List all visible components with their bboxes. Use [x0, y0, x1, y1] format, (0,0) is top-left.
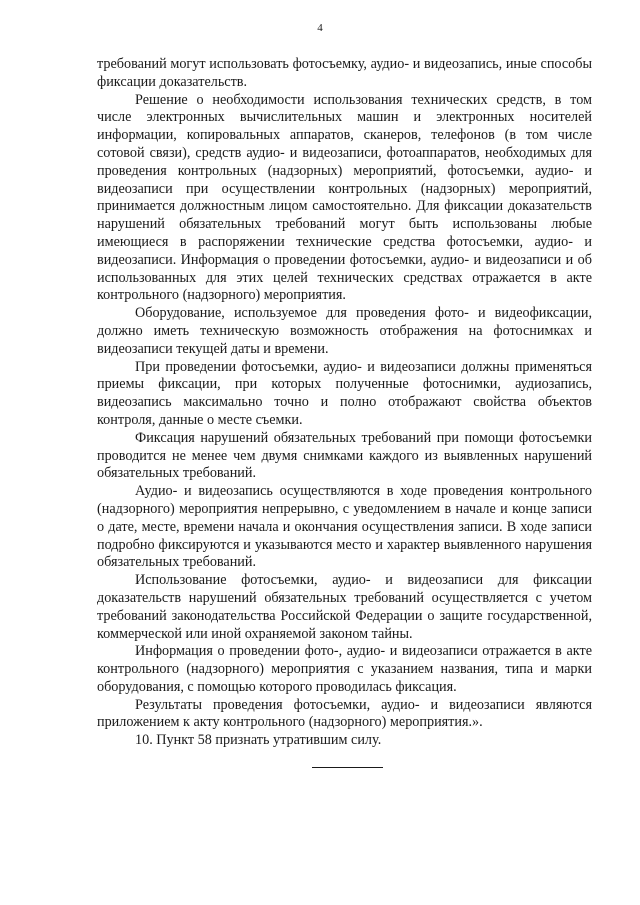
page-number: 4	[317, 22, 323, 34]
paragraph-continuation: требований могут использовать фотосъемку, аудио- и видеозапись, иные способы фиксации доказательств.	[97, 56, 592, 90]
paragraph-act-information: Информация о проведении фото-, аудио- и видеозаписи отражается в акте контрольного (надзорного) мероприятия с указанием названия, типа и марки оборудования, с помощью которого проводилась фиксация.	[97, 643, 592, 695]
paragraph-technical-means: Решение о необходимости использования технических средств, в том числе электронных вычислительных машин и электронных носителей информации, копировальных аппаратов, сканеров, телефонов (в том числе сотовой связи), средств аудио- и видеозаписи, фотоаппаратов, необходимых для проведения контрольных (надзорных) мероприятий, фотосъемки, аудио- и видеозаписи при осуществлении контрольных (надзорных) мероприятий, принимается должностным лицом самостоятельно. Для фиксации доказательств нарушений обязательных требований могут быть использованы любые имеющиеся в распоряжении технические средства фотосъемки, аудио- и видеозаписи. Информация о проведении фотосъемки, аудио- и видеозаписи и об использованных для этих целей технических средствах отражается в акте контрольного (надзорного) мероприятия.	[97, 91, 592, 304]
end-of-text-rule	[312, 767, 383, 768]
paragraph-audio-video-recording: Аудио- и видеозапись осуществляются в ходе проведения контрольного (надзорного) мероприятия непрерывно, с уведомлением в начале и конце записи о дате, месте, времени начала и окончания осуществления записи. В ходе записи подробно фиксируются и указываются место и характер выявленного нарушения обязательных требований.	[97, 483, 592, 571]
paragraph-results: Результаты проведения фотосъемки, аудио- и видеозаписи являются приложением к акту контрольного (надзорного) мероприятия.».	[97, 696, 592, 731]
paragraph-photo-fixation: Фиксация нарушений обязательных требований при помощи фотосъемки проводится не менее чем двумя снимками каждого из выявленных нарушений обязательных требований.	[97, 429, 592, 482]
paragraph-equipment: Оборудование, используемое для проведения фото- и видеофиксации, должно иметь техническую возможность отображения на фотоснимках и видеозаписи текущей даты и времени.	[97, 305, 592, 357]
paragraph-item-10: 10. Пункт 58 признать утратившим силу.	[135, 732, 382, 749]
paragraph-secrecy: Использование фотосъемки, аудио- и видеозаписи для фиксации доказательств нарушений обязательных требований осуществляется с учетом требований законодательства Российской Федерации о защите государственной, коммерческой или иной охраняемой законом тайны.	[97, 572, 592, 642]
document-body	[97, 56, 592, 750]
paragraph-fixation-methods: При проведении фотосъемки, аудио- и видеозаписи должны применяться приемы фиксации, при которых полученные фотоснимки, аудиозапись, видеозапись максимально точно и полно отображают свойства объектов контроля, данные о месте съемки.	[97, 358, 592, 428]
